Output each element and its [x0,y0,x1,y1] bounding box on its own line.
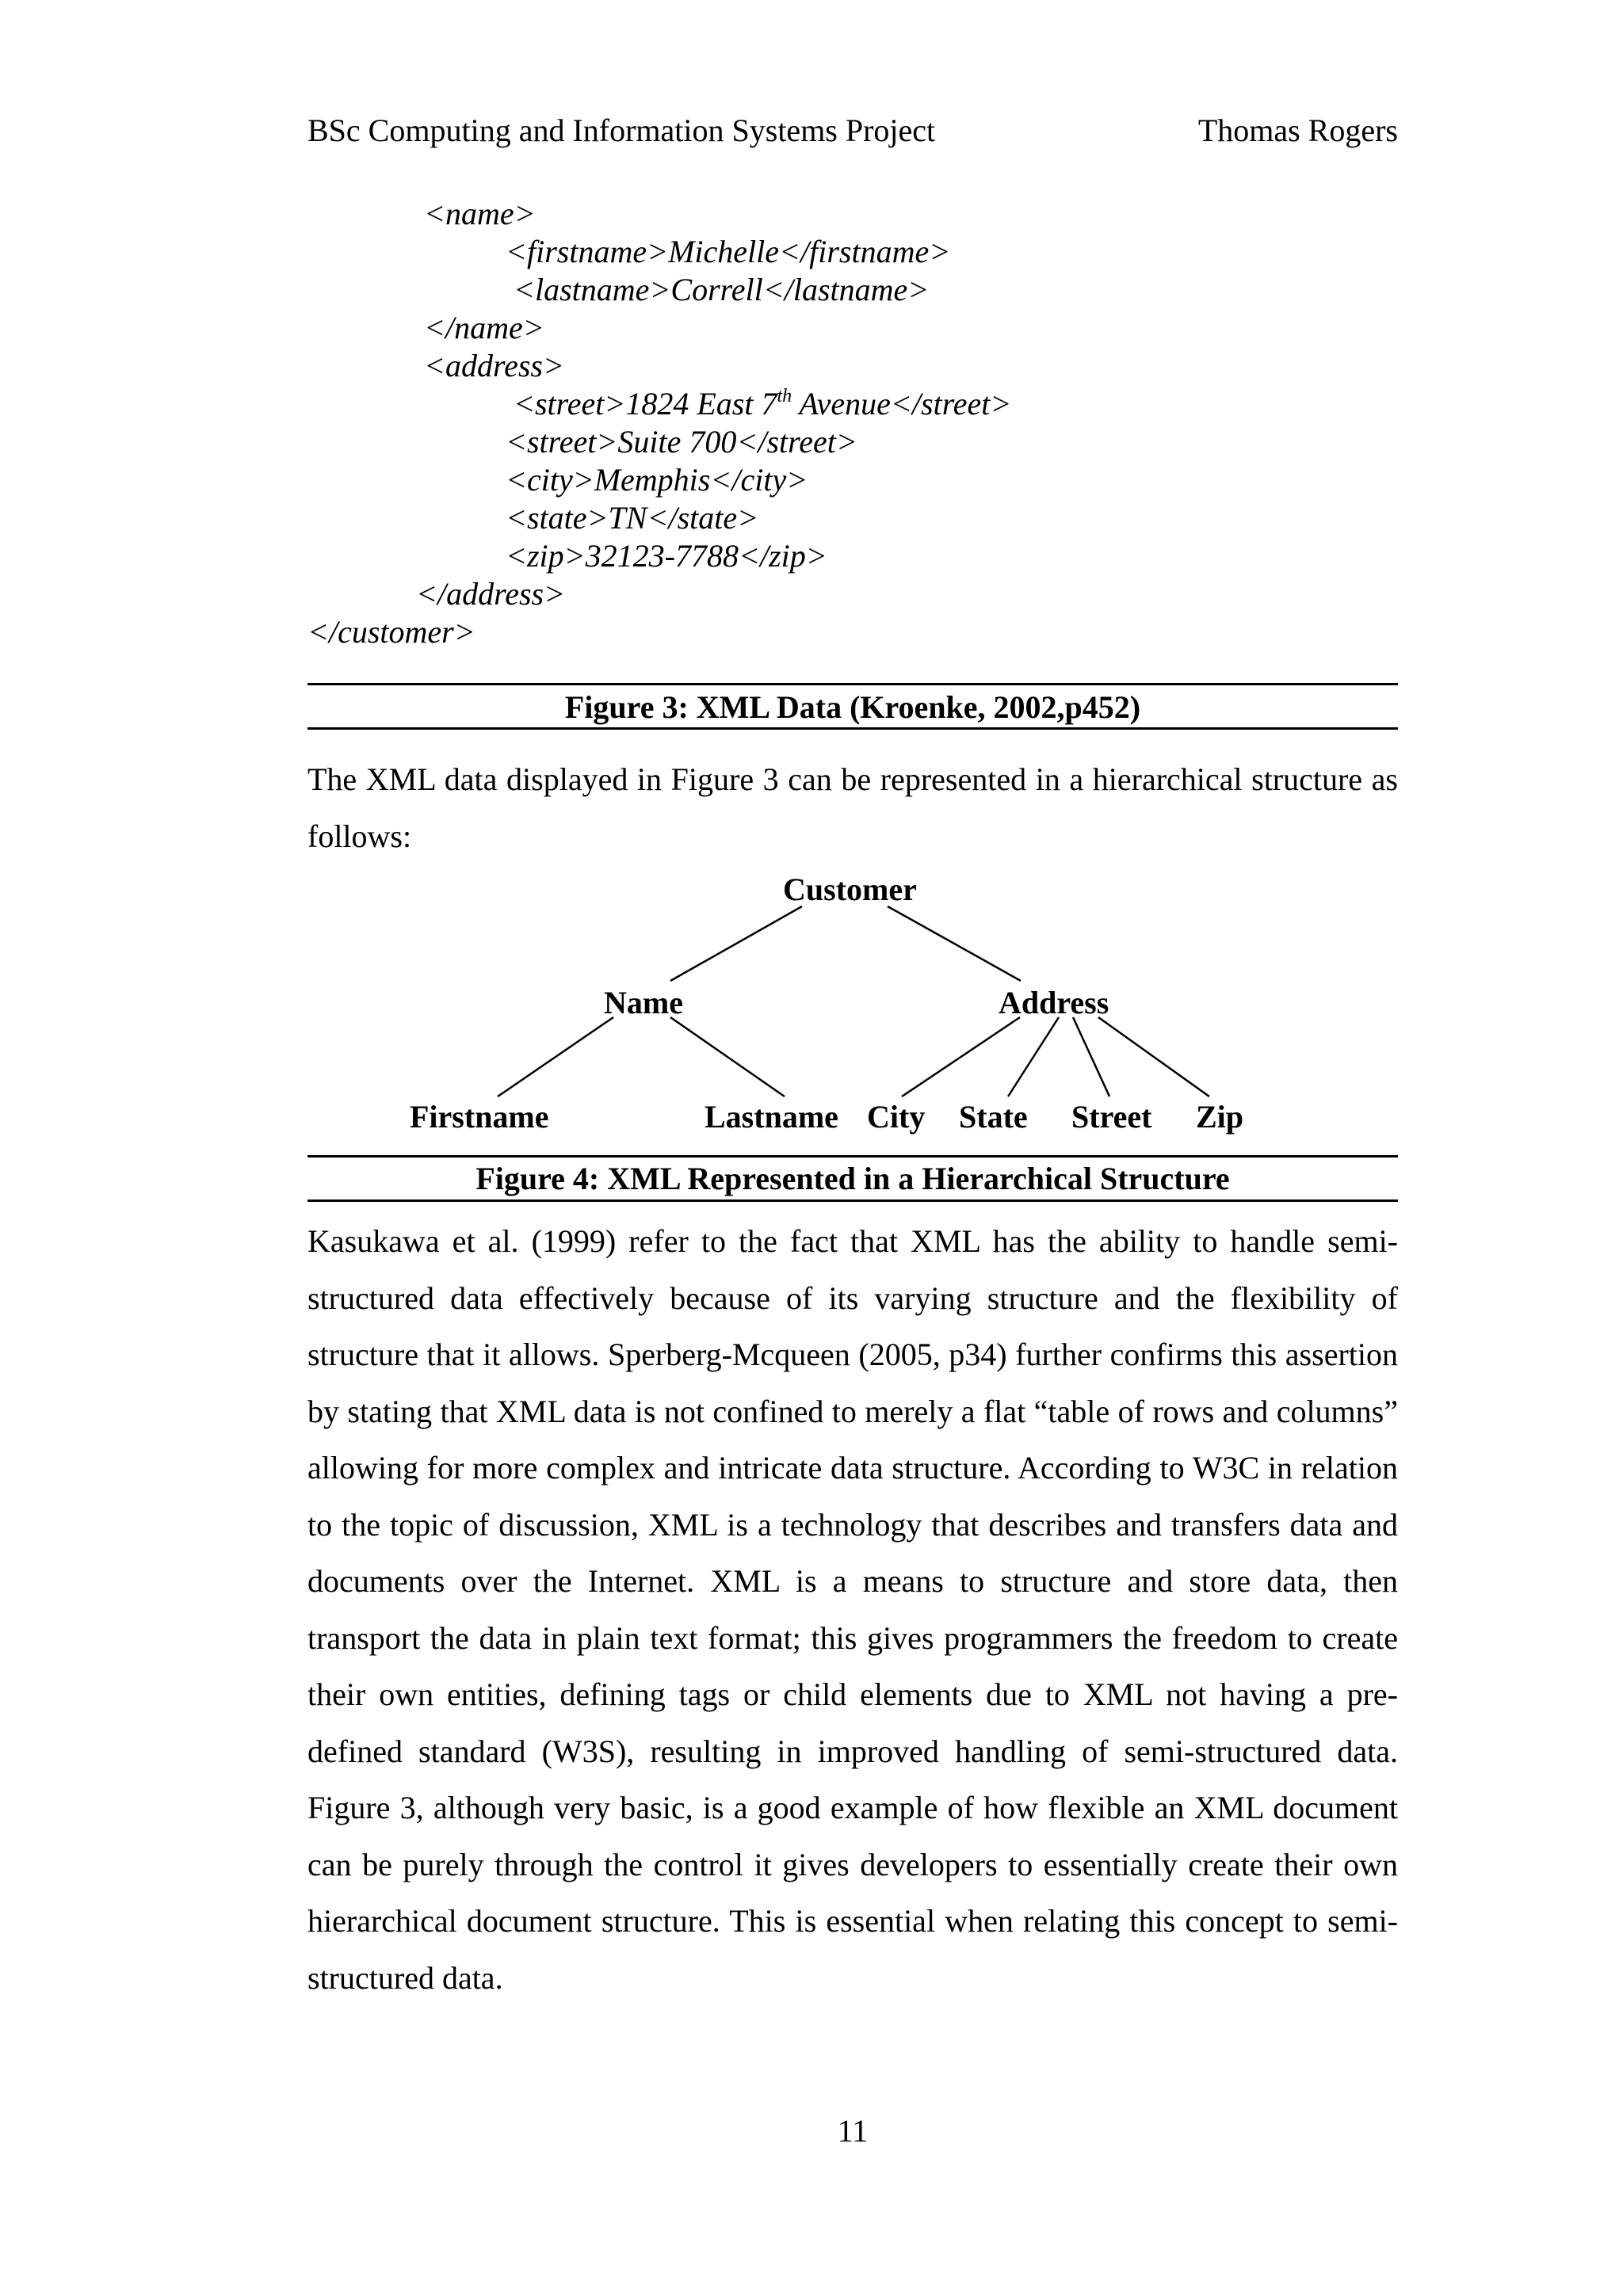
street1-text-after: Avenue</street> [792,386,1012,421]
edge-customer-address [888,906,1021,981]
intro-paragraph: The XML data displayed in Figure 3 can be represented in a hierarchical structure as follows: [307,761,1398,854]
street1-superscript: th [777,386,792,406]
edge-address-zip [1098,1017,1209,1097]
edge-customer-name [670,906,802,981]
edge-address-state [1008,1017,1059,1097]
edge-address-city [902,1017,1020,1097]
xml-line-customer-close: </customer> [307,614,475,650]
node-zip: Zip [1196,1099,1244,1135]
running-header-author: Thomas Rogers [1197,113,1398,148]
node-customer: Customer [783,871,917,907]
figure4-top-rule [307,1155,1398,1158]
node-state: State [959,1099,1028,1135]
xml-line-name-open: <name> [424,196,536,231]
xml-line-state: <state>TN</state> [506,500,759,536]
xml-line-firstname: <firstname>Michelle</firstname> [506,234,951,269]
node-lastname: Lastname [705,1099,838,1135]
xml-line-lastname: <lastname>Correll</lastname> [514,272,930,307]
xml-line-address-open: <address> [424,348,564,383]
xml-line-name-close: </name> [424,310,544,345]
figure3-caption: Figure 3: XML Data (Kroenke, 2002,p452) [564,689,1141,725]
node-address: Address [999,985,1109,1020]
page-number: 11 [837,2113,869,2149]
figure4-caption: Figure 4: XML Represented in a Hierarchical Structure [475,1161,1230,1196]
xml-line-street-2: <street>Suite 700</street> [506,424,857,460]
edge-name-firstname [498,1017,613,1097]
edge-name-lastname [670,1017,785,1097]
xml-line-city: <city>Memphis</city> [506,462,808,498]
street1-text-before: <street>1824 East 7 [514,386,777,421]
xml-line-address-close: </address> [416,576,566,612]
main-paragraph: Kasukawa et al. (1999) refer to the fact that XML has the ability to handle semi-structured data effectively because of its varying structure and the flexibility of structure that it allows. Sperberg-Mcqueen (2005, p34) further confirms this assertion by stating that XML data is not confined to merely a flat “table of rows and columns” allowing for more complex and intricate data structure. According to W3C in relation to the topic of discussion, XML is a technology that describes and transfers data and documents over the Internet. XML is a means to structure and store data, then transport the data in plain text format; this gives programmers the freedom to create their own entities, defining tags or child elements due to XML not having a pre-defined standard (W3S), resulting in improved handling of semi-structured data. Figure 3, although very basic, is a good example of how flexible an XML document can be purely through the control it gives developers to essentially create their own hierarchical document structure. This is essential when relating this concept to semi-structured data. [307,1223,1398,1996]
figure4-bottom-rule [307,1199,1398,1202]
xml-line-zip: <zip>32123-7788</zip> [506,538,827,574]
node-street: Street [1071,1099,1152,1135]
running-header-title: BSc Computing and Information Systems Project [307,113,936,148]
node-city: City [867,1099,926,1135]
node-name: Name [604,985,683,1020]
edge-address-street [1073,1017,1109,1097]
node-firstname: Firstname [410,1099,549,1135]
